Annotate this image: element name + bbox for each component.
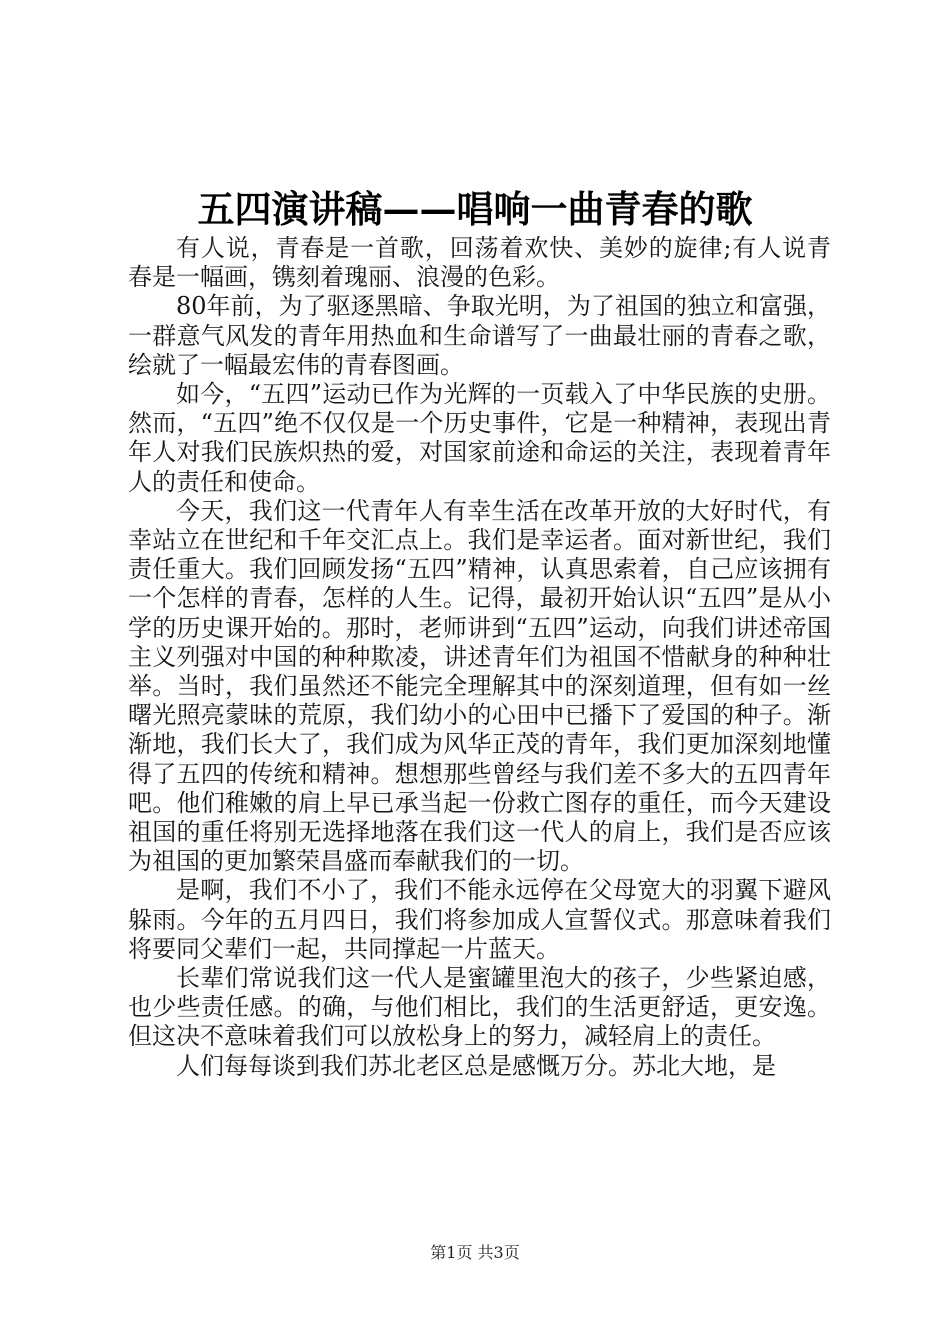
paragraph: 今天，我们这一代青年人有幸生活在改革开放的大好时代，有幸站立在世纪和千年交汇点上。我们是幸运者。面对新世纪，我们责任重大。我们回顾发扬“五四”精神，认真思索着，自己应该拥有一个怎样的青春，怎样的人生。记得，最初开始认识“五四”是从小学的历史课开始的。那时，老师讲到“五四”运动，向我们讲述帝国主义列强对中国的种种欺凌，讲述青年们为祖国不惜献身的种种壮举。当时，我们虽然还不能完全理解其中的深刻道理，但有如一丝曙光照亮蒙昧的荒原，我们幼小的心田中已播下了爱国的种子。渐渐地，我们长大了，我们成为风华正茂的青年，我们更加深刻地懂得了五四的传统和精神。想想那些曾经与我们差不多大的五四青年吧。他们稚嫩的肩上早已承当起一份救亡图存的重任，而今天建设祖国的重任将别无选择地落在我们这一代人的肩上，我们是否应该为祖国的更加繁荣昌盛而奉献我们的一切。 [128, 496, 831, 876]
page-number-footer: 第1页 共3页 [430, 1243, 520, 1262]
paragraph: 长辈们常说我们这一代人是蜜罐里泡大的孩子，少些紧迫感，也少些责任感。的确，与他们相比，我们的生活更舒适，更安逸。但这决不意味着我们可以放松身上的努力，减轻肩上的责任。 [128, 964, 831, 1051]
paragraph: 是啊，我们不小了，我们不能永远停在父母宽大的羽翼下避风躲雨。今年的五月四日，我们将参加成人宣誓仪式。那意味着我们将要同父辈们一起，共同撑起一片蓝天。 [128, 876, 831, 963]
document-title: 五四演讲稿——唱响一曲青春的歌 [197, 187, 753, 231]
paragraph: 人们每每谈到我们苏北老区总是感慨万分。苏北大地，是 [176, 1051, 776, 1080]
document-body [128, 234, 831, 1081]
paragraph: 如今，“五四”运动已作为光辉的一页载入了中华民族的史册。然而，“五四”绝不仅仅是一个历史事件，它是一种精神，表现出青年人对我们民族炽热的爱，对国家前途和命运的关注，表现着青年人的责任和使命。 [128, 380, 831, 496]
paragraph: 有人说，青春是一首歌，回荡着欢快、美妙的旋律;有人说青春是一幅画，镌刻着瑰丽、浪漫的色彩。 [128, 234, 831, 292]
paragraph: 80年前，为了驱逐黑暗、争取光明，为了祖国的独立和富强，一群意气风发的青年用热血和生命谱写了一曲最壮丽的青春之歌，绘就了一幅最宏伟的青春图画。 [128, 292, 831, 379]
